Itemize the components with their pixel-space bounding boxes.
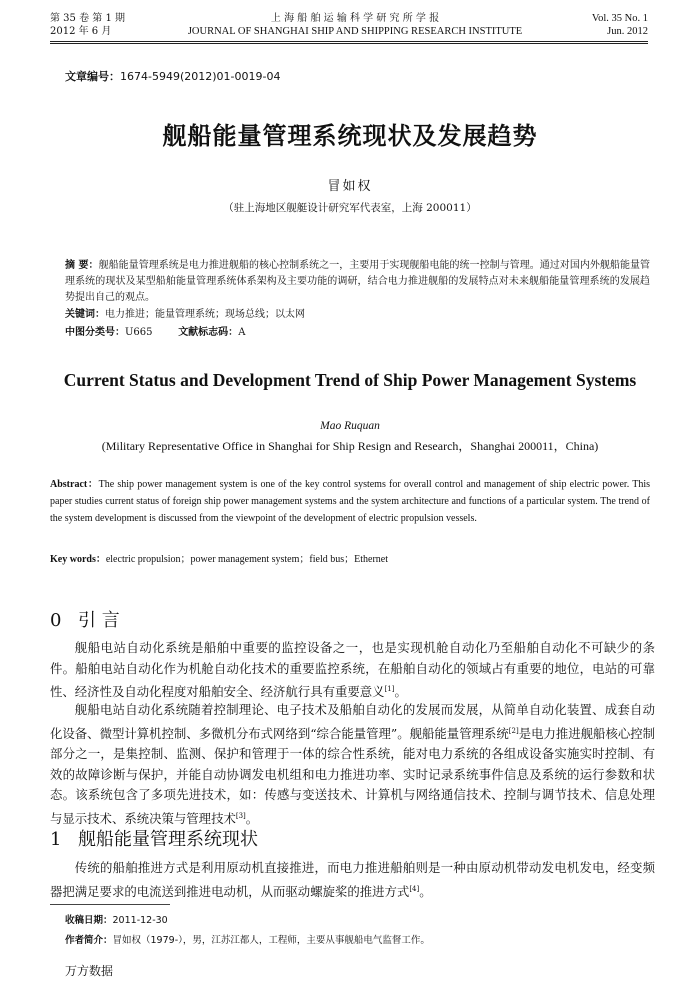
footnote-rule (50, 904, 170, 905)
header-journal-cn: 上 海 船 舶 运 输 科 学 研 究 所 学 报 (270, 13, 440, 24)
abstract-en (50, 476, 650, 527)
section-1-title: 舰船能量管理系统现状 (78, 829, 258, 850)
keywords-en-label: Key words： (50, 554, 106, 565)
abstract-cn-text: 舰船能量管理系统是电力推进舰船的核心控制系统之一，主要用于实现舰船电能的统一控制与管理。通过对国内外舰船能量管理系统的现状及某型船舶能量管理系统体系架构及主要功能的调研，结合电力推进舰船的发展特点对未来舰船能量管理系统的发展趋势提出自己的观点。 (65, 260, 651, 303)
section-1-heading (50, 825, 258, 851)
citation-3: [3] (235, 811, 246, 820)
footnote-bio (65, 932, 430, 946)
citation-4: [4] (409, 884, 420, 893)
keywords-en-text: electric propulsion；power management system；field bus；Ethernet (105, 554, 388, 565)
header-right (592, 12, 648, 38)
received-date: 2011-12-30 (112, 915, 168, 926)
received-label: 收稿日期： (65, 915, 113, 926)
abstract-cn (65, 258, 650, 306)
title-en: Current Status and Development Trend of Ship Power Management Systems (63, 370, 637, 390)
clc-value: U665 (125, 327, 153, 338)
keywords-en (50, 551, 650, 568)
header-rule-2 (50, 43, 648, 44)
section-0-p1-end: 。 (394, 684, 407, 700)
footnote-received (65, 912, 168, 926)
article-number (65, 68, 280, 84)
citation-1: [1] (384, 685, 395, 693)
citation-2: [2] (508, 726, 519, 735)
watermark: 万方数据 (65, 964, 114, 978)
section-1-p1-text: 传统的船舶推进方式是利用原动机直接推进，而电力推进船舶则是一种由原动机带动发电机发电，经变频器把满足要求的电流送到推进电动机，从而驱动螺旋桨的推进方式 (50, 860, 655, 899)
clc-label: 中图分类号： (65, 327, 125, 338)
affiliation-en: (Military Representative Office in Shanghai for Ship Resign and Research，Shanghai 200011，China) (101, 439, 599, 453)
section-0-title: 引 言 (78, 610, 120, 631)
author-en: Mao Ruquan (320, 420, 380, 432)
header-rule (50, 41, 648, 42)
section-0-heading (50, 606, 120, 632)
author-cn: 冒如权 (327, 179, 373, 194)
section-0-p2-end: 。 (245, 810, 259, 826)
header-date-cn: 2012 年 6 月 (50, 26, 112, 37)
abstract-en-text: The ship power management system is one of the key control systems for overall control and management of ship electric power. This paper studies current status of foreign ship power management systems and the system architecture and functions of a particular system. The trend of the system development is discussed from the viewpoint of the development of electric propulsion vessels. (50, 479, 650, 524)
classification-cn (65, 325, 650, 341)
section-1-paragraph-1 (50, 858, 655, 902)
keywords-cn-label: 关键词： (65, 309, 105, 320)
bio-label: 作者简介： (65, 935, 113, 946)
article-number-value: 1674-5949(2012)01-0019-04 (120, 70, 281, 83)
section-1-number: 1 (50, 829, 62, 850)
header-journal-en: JOURNAL OF SHANGHAI SHIP AND SHIPPING RESEARCH INSTITUTE (187, 26, 523, 37)
abstract-cn-label: 摘 要： (65, 260, 99, 271)
header-date-en: Jun. 2012 (607, 26, 648, 37)
section-1-p1-end: 。 (419, 883, 432, 899)
doc-code-value: A (238, 327, 246, 338)
section-0-p2-text-b: 是电力推进舰船核心控制部分之一，是集控制、监测、保护和管理于一体的综合性系统，能对电力系统的各组成设备实施实时控制、有效的故障诊断与保护，并能自动协调发电机组和电力推进功率、实时记录系统事件信息及系统的运行参数和状态。该系统包含了多项先进技术，如：传感与变送技术、计算机与网络通信技术、控制与调节技术、信息处理与显示技术、系统决策与管理技术 (50, 725, 656, 826)
header-volume-en: Vol. 35 No. 1 (591, 13, 648, 24)
doc-code-label: 文献标志码： (178, 327, 239, 338)
header-left (50, 12, 125, 38)
section-0-number: 0 (50, 610, 62, 631)
keywords-cn-text: 电力推进；能量管理系统；现场总线；以太网 (105, 309, 305, 320)
section-0-paragraph-2 (50, 700, 655, 829)
title-cn: 舰船能量管理系统现状及发展趋势 (162, 122, 538, 150)
section-0-p2-text-a: 舰船电站自动化系统随着控制理论、电子技术及船舶自动化的发展而发展，从简单自动化装置、成套自动化设备、微型计算机控制、多微机分布式网络到“综合能量管理”。舰船能量管理系统 (50, 702, 655, 741)
affiliation-cn: （驻上海地区舰艇设计研究军代表室，上海 200011） (223, 202, 477, 214)
header-center (160, 12, 550, 38)
article-number-label: 文章编号： (65, 70, 120, 83)
bio-text: 冒如权（1979-），男，江苏江都人，工程师，主要从事舰船电气监督工作。 (112, 935, 430, 946)
section-0-paragraph-1 (50, 638, 655, 703)
abstract-en-label: Abstract： (50, 479, 99, 490)
keywords-cn (65, 307, 650, 323)
section-0-p1-text: 舰船电站自动化系统是船舶中重要的监控设备之一，也是实现机舱自动化乃至船舶自动化不可缺少的条件。船舶电站自动化作为机舱自动化技术的重要监控系统，在船舶自动化的领域占有重要的地位，电站的可靠性、经济性及自动化程度对船舶安全、经济航行具有重要意义 (50, 640, 655, 700)
header-volume-cn: 第 35 卷 第 1 期 (50, 13, 125, 24)
